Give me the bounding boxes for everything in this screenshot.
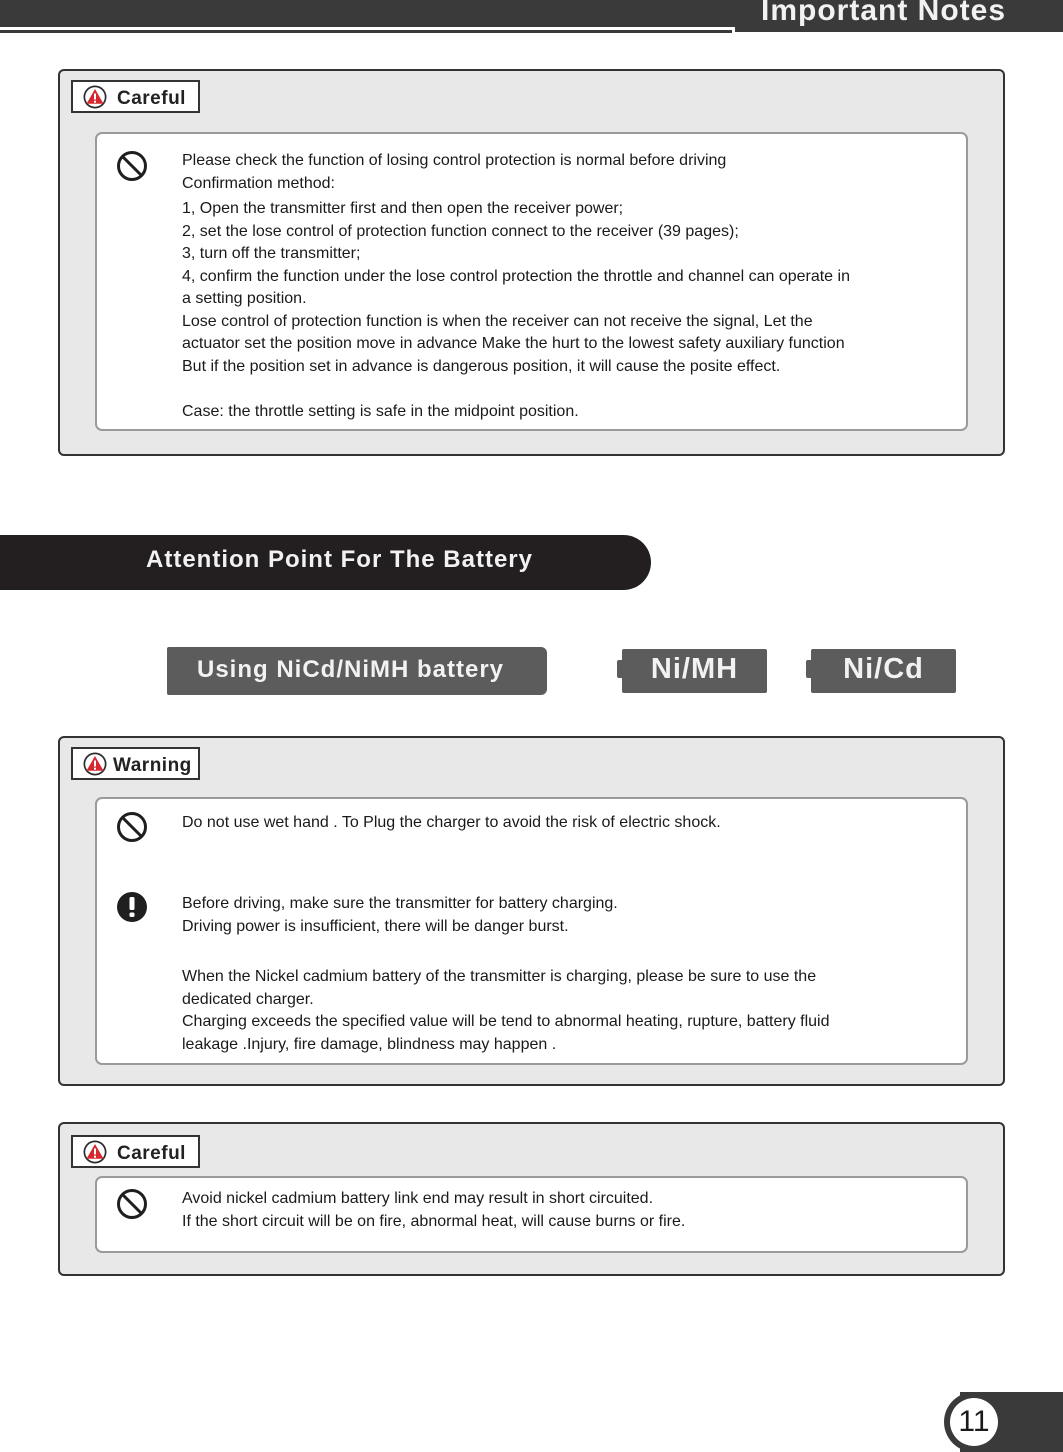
careful-label-text: Careful — [117, 88, 186, 109]
text-line: actuator set the position move in advance Make the hurt to the lowest safety auxiliary function — [182, 335, 845, 352]
battery-type-label: Ni/MH — [650, 653, 739, 685]
text-line: Confirmation method: — [182, 174, 335, 192]
careful-text-2 — [182, 1188, 685, 1233]
page-number-badge — [950, 1398, 998, 1446]
text-line: Charging exceeds the specified value will be tend to abnormal heating, rupture, battery fluid — [182, 1013, 830, 1030]
text-line: When the Nickel cadmium battery of the transmitter is charging, please be sure to use the — [182, 968, 817, 985]
warning-item-2-text — [182, 893, 618, 938]
battery-badge-nimh — [622, 649, 767, 693]
text-line: 1, Open the transmitter first and then open the receiver power; — [182, 200, 624, 217]
text-line: Driving power is insufficient, there will be danger burst. — [182, 917, 569, 935]
text-line: Case: the throttle setting is safe in the midpoint position. — [182, 403, 579, 420]
battery-type-label: Ni/Cd — [843, 653, 924, 685]
text-line: Please check the function of losing control protection is normal before driving — [182, 152, 727, 169]
battery-badge-nicd — [811, 649, 956, 693]
exclamation-icon — [116, 891, 148, 923]
warning-label-text: Warning — [113, 755, 192, 776]
text-line: 4, confirm the function under the lose control protection the throttle and channel can operate in — [182, 267, 850, 285]
text-line: Do not use wet hand . To Plug the charger to avoid the risk of electric shock. — [182, 814, 721, 831]
text-line: Lose control of protection function is when the receiver can not receive the signal, Let the — [182, 312, 813, 330]
page-title: Important Notes — [761, 0, 1007, 27]
warning-triangle-icon — [83, 752, 107, 776]
text-line: a setting position. — [182, 290, 307, 307]
header-title-tab — [735, 0, 1063, 32]
section-title: Attention Point For The Battery — [146, 546, 533, 573]
warning-triangle-icon — [83, 1140, 107, 1164]
prohibited-icon — [116, 811, 148, 843]
page-number: 11 — [958, 1405, 990, 1438]
prohibited-icon — [116, 1188, 148, 1220]
text-line: Before driving, make sure the transmitter for battery charging. — [182, 895, 618, 912]
warning-label — [71, 747, 200, 780]
careful-text-1 — [182, 150, 850, 424]
text-line: leakage .Injury, fire damage, blindness may happen . — [182, 1035, 557, 1053]
prohibited-icon — [116, 150, 148, 182]
header-rule — [0, 30, 732, 33]
warning-item-3-text — [182, 966, 830, 1056]
text-line: Avoid nickel cadmium battery link end may result in short circuited. — [182, 1190, 654, 1207]
battery-usage-label: Using NiCd/NiMH battery — [197, 656, 505, 683]
warning-item-1-text — [182, 812, 721, 835]
text-line: dedicated charger. — [182, 990, 314, 1008]
battery-usage-badge — [167, 647, 547, 695]
careful-label-2 — [71, 1135, 200, 1168]
careful-label-text: Careful — [117, 1143, 186, 1164]
text-line: If the short circuit will be on fire, abnormal heat, will cause burns or fire. — [182, 1212, 686, 1230]
text-line: 3, turn off the transmitter; — [182, 245, 361, 262]
section-header — [0, 535, 651, 590]
text-line: But if the position set in advance is dangerous position, it will cause the posite effect. — [182, 357, 781, 375]
warning-triangle-icon — [83, 85, 107, 109]
careful-label-1 — [71, 80, 200, 113]
text-line: 2, set the lose control of protection function connect to the receiver (39 pages); — [182, 222, 739, 240]
